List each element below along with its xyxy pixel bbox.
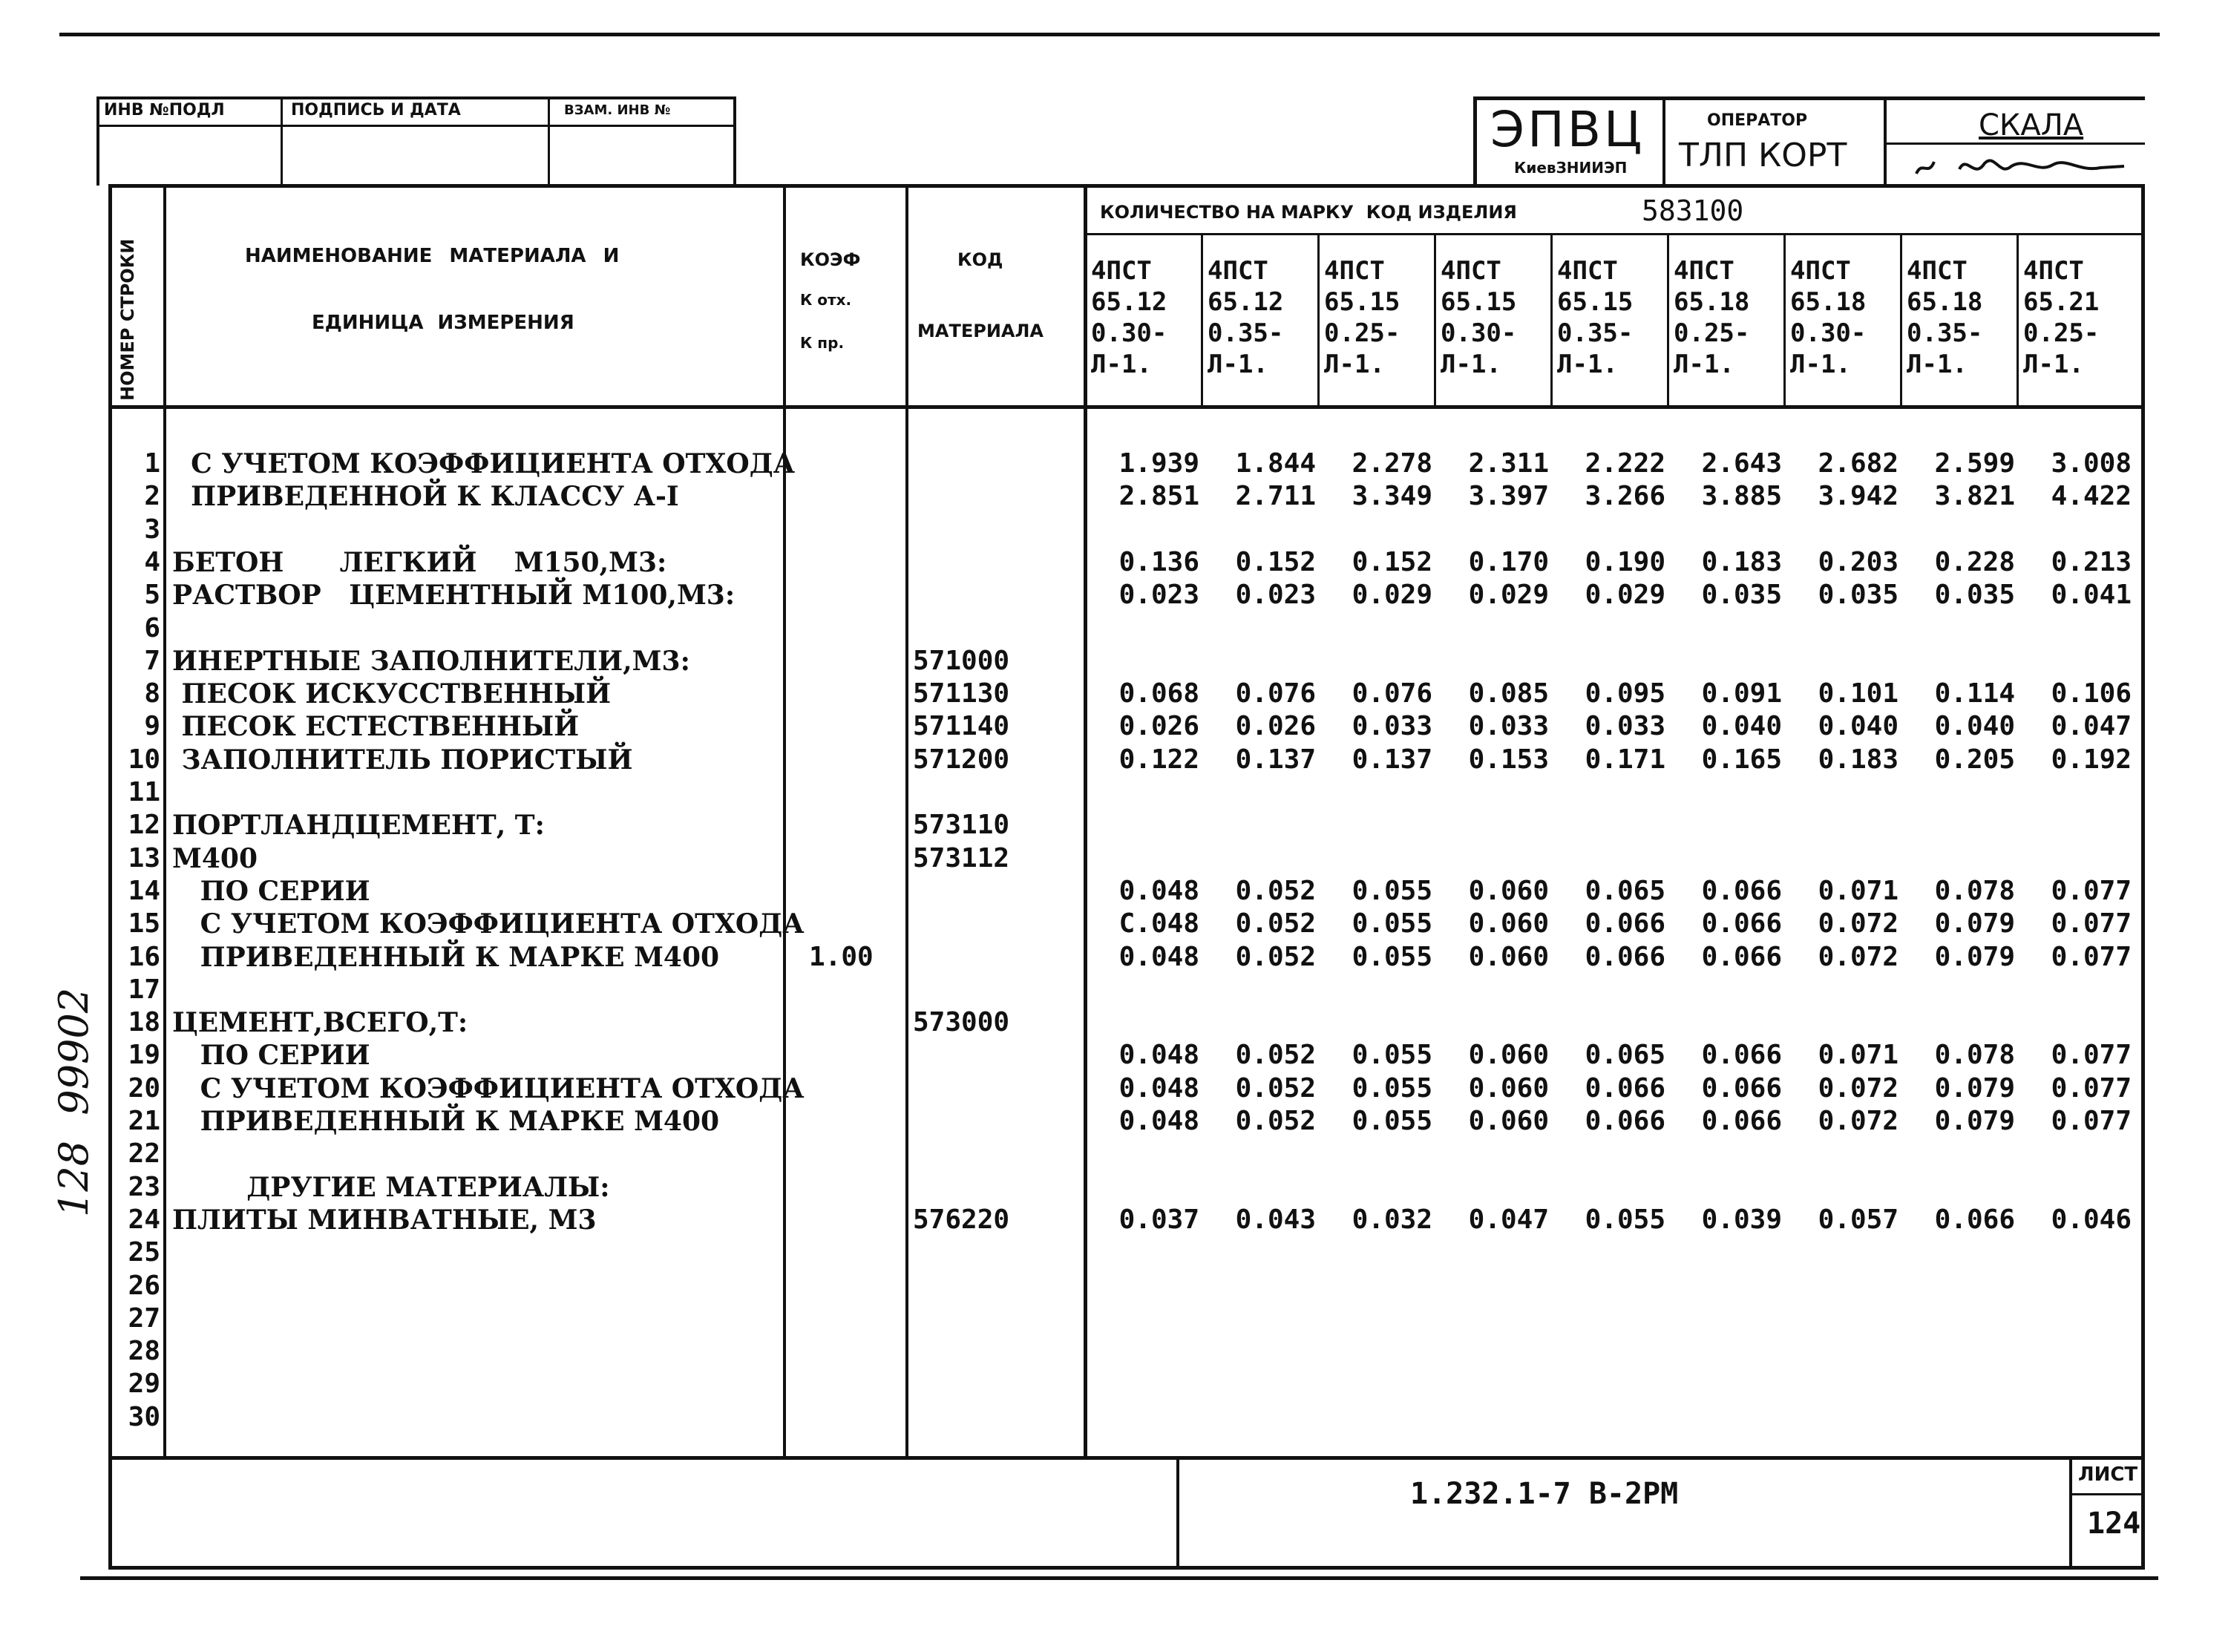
row-value-cell: 4.422 xyxy=(2051,481,2132,511)
header-code-line2: МАТЕРИАЛА xyxy=(917,321,1044,341)
row-value-cell: 2.682 xyxy=(1818,448,1899,479)
row-value-cell: 3.349 xyxy=(1352,481,1432,511)
row-value-cell: С.048 xyxy=(1118,908,1199,939)
frame-right xyxy=(2141,184,2145,1569)
row-number: 21 xyxy=(128,1106,160,1136)
row-number: 7 xyxy=(144,646,160,676)
row-material-name: ПРИВЕДЕННЫЙ К МАРКЕ М400 xyxy=(172,1106,720,1137)
row-number: 24 xyxy=(128,1204,160,1235)
row-value-cell: 0.029 xyxy=(1468,580,1549,610)
row-value-cell: 0.037 xyxy=(1118,1204,1199,1235)
row-value-cell: 0.072 xyxy=(1818,1106,1899,1136)
row-value-cell: 0.055 xyxy=(1585,1204,1665,1235)
row-value-cell: 0.035 xyxy=(1818,580,1899,610)
row-number: 5 xyxy=(144,580,160,610)
row-number: 17 xyxy=(128,974,160,1005)
pcol-div xyxy=(1434,235,1436,405)
row-value-cell: 0.060 xyxy=(1468,876,1549,906)
row-number: 16 xyxy=(128,942,160,972)
row-value-cell: 0.026 xyxy=(1118,711,1199,741)
header-row-number: НОМЕР СТРОКИ xyxy=(117,238,138,401)
footer-document-code: 1.232.1-7 В-2РМ xyxy=(1410,1477,1679,1511)
row-value-cell: 0.041 xyxy=(2051,580,2132,610)
row-value-cell: 0.055 xyxy=(1352,1106,1432,1136)
row-material-code: 576220 xyxy=(913,1204,1010,1235)
row-value-cell: 0.066 xyxy=(1585,1073,1665,1104)
product-column-header: 4ПСТ 65.21 0.25- Л-1. xyxy=(2023,256,2100,379)
row-value-cell: 0.183 xyxy=(1701,547,1782,577)
row-number: 25 xyxy=(128,1237,160,1268)
header-coef-line3: К пр. xyxy=(800,334,845,352)
row-value-cell: 0.052 xyxy=(1235,942,1316,972)
row-value-cell: 0.023 xyxy=(1235,580,1316,610)
row-number: 29 xyxy=(128,1369,160,1399)
product-column-header: 4ПСТ 65.12 0.35- Л-1. xyxy=(1208,256,1284,379)
header-product-code: 583100 xyxy=(1642,194,1744,227)
row-value-cell: 0.101 xyxy=(1818,678,1899,709)
col-div-name xyxy=(783,184,786,1456)
row-value-cell: 0.033 xyxy=(1352,711,1432,741)
footer-sheet-number: 124 xyxy=(2087,1507,2141,1541)
row-value-cell: 0.114 xyxy=(1934,678,2015,709)
row-value-cell: 0.052 xyxy=(1235,1040,1316,1070)
product-column-header: 4ПСТ 65.18 0.35- Л-1. xyxy=(1907,256,1983,379)
row-value-cell: 3.821 xyxy=(1934,481,2015,511)
row-value-cell: 0.079 xyxy=(1934,1106,2015,1136)
row-value-cell: 2.311 xyxy=(1468,448,1549,479)
stamp-signature-date: ПОДПИСЬ И ДАТА xyxy=(291,101,461,119)
frame-top xyxy=(108,184,2145,188)
stamp-vzam-inv: ВЗАМ. ИНВ № xyxy=(564,102,671,118)
row-value-cell: 0.071 xyxy=(1818,876,1899,906)
row-value-cell: 0.060 xyxy=(1468,942,1549,972)
stamp-org-main: ЭПВЦ xyxy=(1490,101,1645,158)
row-value-cell: 0.065 xyxy=(1585,1040,1665,1070)
stamp-system: СКАЛА xyxy=(1979,108,2084,142)
row-value-cell: 0.033 xyxy=(1585,711,1665,741)
product-column-header: 4ПСТ 65.18 0.25- Л-1. xyxy=(1674,256,1750,379)
stamp-left-frame xyxy=(96,125,735,127)
pcol-div xyxy=(2017,235,2019,405)
stamp-left-frame xyxy=(96,96,99,186)
footer-sheet-split xyxy=(2069,1493,2143,1495)
row-value-cell: 0.055 xyxy=(1352,1073,1432,1104)
bottom-rule xyxy=(80,1576,2158,1580)
row-value-cell: 0.029 xyxy=(1585,580,1665,610)
row-value-cell: 0.077 xyxy=(2051,1106,2132,1136)
stamp-right-frame xyxy=(1884,96,1887,184)
row-value-cell: 0.039 xyxy=(1701,1204,1782,1235)
row-value-cell: 2.851 xyxy=(1118,481,1199,511)
row-number: 14 xyxy=(128,876,160,906)
footer-div-sheet xyxy=(2069,1456,2072,1567)
stamp-left-frame xyxy=(733,96,736,186)
row-value-cell: 0.072 xyxy=(1818,1073,1899,1104)
row-value-cell: 0.183 xyxy=(1818,744,1899,775)
row-value-cell: 0.190 xyxy=(1585,547,1665,577)
row-value-cell: 0.165 xyxy=(1701,744,1782,775)
row-value-cell: 0.152 xyxy=(1235,547,1316,577)
row-value-cell: 0.060 xyxy=(1468,1106,1549,1136)
row-number: 30 xyxy=(128,1402,160,1432)
row-material-name: ИНЕРТНЫЕ ЗАПОЛНИТЕЛИ,М3: xyxy=(172,646,690,677)
product-column-header: 4ПСТ 65.15 0.30- Л-1. xyxy=(1441,256,1517,379)
row-value-cell: 0.077 xyxy=(2051,908,2132,939)
stamp-right-frame xyxy=(1662,96,1665,184)
row-material-name: ЦЕМЕНТ,ВСЕГО,Т: xyxy=(172,1007,468,1038)
row-value-cell: 0.066 xyxy=(1701,1073,1782,1104)
row-value-cell: 0.047 xyxy=(2051,711,2132,741)
header-qty-title: КОЛИЧЕСТВО НА МАРКУ КОД ИЗДЕЛИЯ xyxy=(1100,202,1517,223)
row-number: 26 xyxy=(128,1271,160,1301)
row-number: 9 xyxy=(144,711,160,741)
stamp-inv-podl: ИНВ №ПОДЛ xyxy=(104,101,225,119)
row-value-cell: 0.079 xyxy=(1934,942,2015,972)
row-material-name: С УЧЕТОМ КОЭФФИЦИЕНТА ОТХОДА xyxy=(172,908,805,940)
row-value-cell: 0.032 xyxy=(1352,1204,1432,1235)
row-number: 22 xyxy=(128,1138,160,1169)
row-value-cell: 0.077 xyxy=(2051,942,2132,972)
row-material-name: ПЕСОК ИСКУССТВЕННЫЙ xyxy=(172,678,612,709)
product-column-header: 4ПСТ 65.18 0.30- Л-1. xyxy=(1790,256,1867,379)
row-value-cell: 0.068 xyxy=(1118,678,1199,709)
row-value-cell: 0.055 xyxy=(1352,876,1432,906)
row-value-cell: 0.060 xyxy=(1468,908,1549,939)
row-value-cell: 0.072 xyxy=(1818,942,1899,972)
row-value-cell: 0.077 xyxy=(2051,876,2132,906)
product-column-header: 4ПСТ 65.12 0.30- Л-1. xyxy=(1091,256,1167,379)
row-value-cell: 0.052 xyxy=(1235,1073,1316,1104)
row-material-name: ПО СЕРИИ xyxy=(172,1040,370,1071)
row-value-cell: 0.048 xyxy=(1118,876,1199,906)
pcol-div xyxy=(1317,235,1320,405)
row-material-code: 571000 xyxy=(913,646,1010,676)
row-value-cell: 0.077 xyxy=(2051,1040,2132,1070)
row-value-cell: 0.170 xyxy=(1468,547,1549,577)
row-value-cell: 0.066 xyxy=(1585,1106,1665,1136)
product-column-header: 4ПСТ 65.15 0.35- Л-1. xyxy=(1557,256,1634,379)
row-material-name: ПЛИТЫ МИНВАТНЫЕ, М3 xyxy=(172,1204,597,1236)
row-value-cell: 0.066 xyxy=(1701,908,1782,939)
header-name-line2: ЕДИНИЦА ИЗМЕРЕНИЯ xyxy=(312,312,574,334)
row-value-cell: 0.213 xyxy=(2051,547,2132,577)
row-value-cell: 0.153 xyxy=(1468,744,1549,775)
row-value-cell: 0.076 xyxy=(1235,678,1316,709)
row-number: 23 xyxy=(128,1172,160,1202)
pcol-div xyxy=(1550,235,1553,405)
row-value-cell: 3.397 xyxy=(1468,481,1549,511)
row-number: 19 xyxy=(128,1040,160,1070)
row-value-cell: 0.055 xyxy=(1352,908,1432,939)
header-code-line1: КОД xyxy=(957,249,1003,270)
col-div-coef xyxy=(905,184,908,1456)
frame-header-bottom xyxy=(108,405,2145,409)
stamp-org-sub: КиевЗНИИЭП xyxy=(1514,159,1628,177)
row-value-cell: 0.043 xyxy=(1235,1204,1316,1235)
row-value-cell: 0.040 xyxy=(1818,711,1899,741)
row-value-cell: 0.076 xyxy=(1352,678,1432,709)
row-material-name: ПО СЕРИИ xyxy=(172,876,370,907)
row-value-cell: 0.192 xyxy=(2051,744,2132,775)
side-note: 128 99902 xyxy=(50,987,97,1217)
row-value-cell: 0.079 xyxy=(1934,1073,2015,1104)
col-div-num xyxy=(163,184,166,1456)
row-value-cell: 0.072 xyxy=(1818,908,1899,939)
footer-sheet-label: ЛИСТ xyxy=(2078,1463,2138,1486)
row-value-cell: 0.048 xyxy=(1118,1106,1199,1136)
stamp-left-frame xyxy=(548,96,550,186)
frame-body-bottom xyxy=(108,1456,2145,1460)
row-value-cell: 0.023 xyxy=(1118,580,1199,610)
row-number: 8 xyxy=(144,678,160,709)
row-value-cell: 0.060 xyxy=(1468,1073,1549,1104)
row-material-name: БЕТОН ЛЕГКИЙ М150,М3: xyxy=(172,547,667,578)
row-material-code: 573000 xyxy=(913,1007,1010,1038)
row-value-cell: 0.078 xyxy=(1934,1040,2015,1070)
row-value-cell: 0.066 xyxy=(1701,876,1782,906)
footer-div-mid xyxy=(1176,1456,1179,1567)
pcol-div xyxy=(1201,235,1203,405)
row-value-cell: 0.228 xyxy=(1934,547,2015,577)
row-number: 10 xyxy=(128,744,160,775)
row-material-code: 571130 xyxy=(913,678,1010,709)
stamp-operator-label: ОПЕРАТОР xyxy=(1707,111,1808,130)
pcol-div xyxy=(1900,235,1902,405)
row-value-cell: 1.939 xyxy=(1118,448,1199,479)
row-value-cell: 3.885 xyxy=(1701,481,1782,511)
row-value-cell: 0.052 xyxy=(1235,908,1316,939)
row-value-cell: 0.047 xyxy=(1468,1204,1549,1235)
row-value-cell: 0.203 xyxy=(1818,547,1899,577)
row-number: 18 xyxy=(128,1007,160,1038)
row-value-cell: 3.266 xyxy=(1585,481,1665,511)
row-value-cell: 0.137 xyxy=(1235,744,1316,775)
signature-icon xyxy=(1907,147,2130,183)
row-value-cell: 3.942 xyxy=(1818,481,1899,511)
row-number: 6 xyxy=(144,613,160,643)
row-number: 1 xyxy=(144,448,160,479)
row-material-name: ПОРТЛАНДЦЕМЕНТ, Т: xyxy=(172,810,545,841)
row-value-cell: 0.060 xyxy=(1468,1040,1549,1070)
row-value-cell: 0.071 xyxy=(1818,1040,1899,1070)
header-name-line1: НАИМЕНОВАНИЕ МАТЕРИАЛА И xyxy=(245,245,620,267)
row-material-name: М400 xyxy=(172,843,258,874)
row-material-code: 573112 xyxy=(913,843,1010,873)
row-value-cell: 0.033 xyxy=(1468,711,1549,741)
row-material-code: 571140 xyxy=(913,711,1010,741)
row-number: 3 xyxy=(144,514,160,545)
row-number: 13 xyxy=(128,843,160,873)
row-value-cell: 0.046 xyxy=(2051,1204,2132,1235)
row-value-cell: 2.711 xyxy=(1235,481,1316,511)
row-value-cell: 0.029 xyxy=(1352,580,1432,610)
row-value-cell: 0.136 xyxy=(1118,547,1199,577)
row-number: 2 xyxy=(144,481,160,511)
row-value-cell: 0.035 xyxy=(1934,580,2015,610)
row-material-name: ДРУГИЕ МАТЕРИАЛЫ: xyxy=(172,1172,610,1203)
row-value-cell: 0.171 xyxy=(1585,744,1665,775)
row-number: 28 xyxy=(128,1336,160,1366)
row-material-name: ЗАПОЛНИТЕЛЬ ПОРИСТЫЙ xyxy=(172,744,633,776)
stamp-left-frame xyxy=(96,96,735,99)
row-value-cell: 0.052 xyxy=(1235,876,1316,906)
row-value-cell: 1.844 xyxy=(1235,448,1316,479)
row-number: 15 xyxy=(128,908,160,939)
row-value-cell: 0.152 xyxy=(1352,547,1432,577)
row-value-cell: 2.643 xyxy=(1701,448,1782,479)
row-value-cell: 0.066 xyxy=(1701,1106,1782,1136)
row-value-cell: 0.035 xyxy=(1701,580,1782,610)
qty-title-bottom xyxy=(1084,233,2143,235)
row-value-cell: 0.078 xyxy=(1934,876,2015,906)
row-material-name: ПЕСОК ЕСТЕСТВЕННЫЙ xyxy=(172,711,580,742)
stamp-operator-value: ТЛП КОРТ xyxy=(1679,137,1847,174)
stamp-right-frame xyxy=(1473,96,2145,100)
row-material-name: С УЧЕТОМ КОЭФФИЦИЕНТА ОТХОДА xyxy=(172,1073,805,1104)
row-value-cell: 0.085 xyxy=(1468,678,1549,709)
row-material-name: С УЧЕТОМ КОЭФФИЦИЕНТА ОТХОДА xyxy=(172,448,796,479)
row-number: 27 xyxy=(128,1303,160,1334)
row-material-code: 573110 xyxy=(913,810,1010,840)
stamp-left-frame xyxy=(281,96,283,186)
pcol-div xyxy=(1783,235,1786,405)
row-value-cell: 0.057 xyxy=(1818,1204,1899,1235)
row-material-name: РАСТВОР ЦЕМЕНТНЫЙ М100,М3: xyxy=(172,580,736,611)
row-value-cell: 0.066 xyxy=(1585,908,1665,939)
row-value-cell: 0.066 xyxy=(1701,1040,1782,1070)
col-div-code xyxy=(1084,184,1087,1456)
row-value-cell: 0.055 xyxy=(1352,1040,1432,1070)
row-material-name: ПРИВЕДЕННОЙ К КЛАССУ А-I xyxy=(172,481,679,512)
row-value-cell: 0.065 xyxy=(1585,876,1665,906)
row-value-cell: 2.222 xyxy=(1585,448,1665,479)
row-number: 4 xyxy=(144,547,160,577)
row-number: 11 xyxy=(128,777,160,807)
frame-bottom xyxy=(108,1566,2145,1570)
row-value-cell: 2.599 xyxy=(1934,448,2015,479)
row-value-cell: 0.091 xyxy=(1701,678,1782,709)
stamp-right-frame xyxy=(1473,96,1477,184)
row-number: 12 xyxy=(128,810,160,840)
row-coef: 1.00 xyxy=(809,942,874,972)
row-value-cell: 0.040 xyxy=(1701,711,1782,741)
row-value-cell: 0.066 xyxy=(1701,942,1782,972)
row-value-cell: 0.066 xyxy=(1585,942,1665,972)
row-value-cell: 0.055 xyxy=(1352,942,1432,972)
row-material-code: 571200 xyxy=(913,744,1010,775)
row-value-cell: 0.052 xyxy=(1235,1106,1316,1136)
product-column-header: 4ПСТ 65.15 0.25- Л-1. xyxy=(1324,256,1400,379)
row-value-cell: 0.079 xyxy=(1934,908,2015,939)
row-value-cell: 0.137 xyxy=(1352,744,1432,775)
row-value-cell: 0.048 xyxy=(1118,1073,1199,1104)
top-rule xyxy=(59,33,2160,36)
stamp-right-frame xyxy=(1887,142,2145,145)
row-value-cell: 0.205 xyxy=(1934,744,2015,775)
row-value-cell: 0.026 xyxy=(1235,711,1316,741)
row-value-cell: 3.008 xyxy=(2051,448,2132,479)
header-coef-line2: К отх. xyxy=(800,291,852,309)
row-value-cell: 0.066 xyxy=(1934,1204,2015,1235)
row-value-cell: 0.077 xyxy=(2051,1073,2132,1104)
pcol-div xyxy=(1667,235,1669,405)
row-material-name: ПРИВЕДЕННЫЙ К МАРКЕ М400 xyxy=(172,942,720,973)
row-value-cell: 2.278 xyxy=(1352,448,1432,479)
row-value-cell: 0.048 xyxy=(1118,942,1199,972)
row-value-cell: 0.040 xyxy=(1934,711,2015,741)
row-value-cell: 0.122 xyxy=(1118,744,1199,775)
row-value-cell: 0.106 xyxy=(2051,678,2132,709)
row-number: 20 xyxy=(128,1073,160,1104)
row-value-cell: 0.048 xyxy=(1118,1040,1199,1070)
header-coef-line1: КОЭФ xyxy=(800,249,861,270)
row-value-cell: 0.095 xyxy=(1585,678,1665,709)
